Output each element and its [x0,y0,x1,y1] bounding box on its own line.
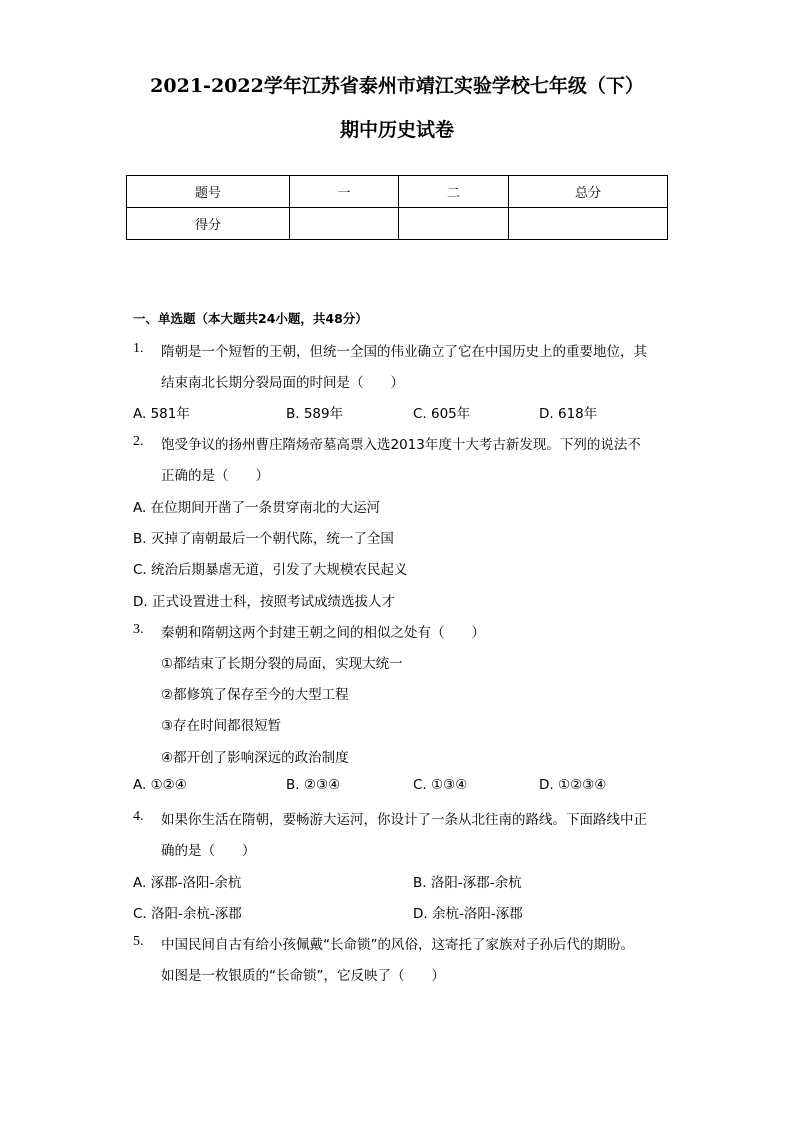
question-text: 秦朝和隋朝这两个封建王朝之间的相似之处有（ ） [161,625,485,641]
question-text: 饱受争议的扬州曹庄隋炀帝墓高票入选2013年度十大考古新发现。下列的说法不 [161,437,641,453]
question-number: 5. [133,934,144,949]
score-header-label: 题号 [127,176,290,208]
option-a: A. 涿郡-洛阳-余杭 [133,875,242,891]
option-b: B. ②③④ [286,777,341,793]
option-c: C. 洛阳-余杭-涿郡 [133,906,242,922]
score-cell-section2 [399,208,509,240]
score-table-score-row [127,208,668,240]
statement-4: ④都开创了影响深远的政治制度 [161,750,349,766]
question-text: 隋朝是一个短暂的王朝，但统一全国的伟业确立了它在中国历史上的重要地位，其 [161,344,647,360]
exam-title-line1: 2021-2022学年江苏省泰州市靖江实验学校七年级（下） [150,75,644,97]
question-text: 如果你生活在隋朝，要畅游大运河，你设计了一条从北往南的路线。下面路线中正 [161,812,647,828]
option-c: C. 统治后期暴虐无道，引发了大规模农民起义 [133,562,408,578]
score-header-section2: 二 [399,176,509,208]
score-table-header-row [127,176,668,208]
question-number: 1. [133,341,144,356]
section-heading: 一、单选题（本大题共24小题，共48分） [133,311,368,326]
statement-1: ①都结束了长期分裂的局面，实现大统一 [161,656,403,672]
score-cell-total [509,208,668,240]
statement-2: ②都修筑了保存至今的大型工程 [161,687,349,703]
score-table [126,175,668,240]
question-number: 2. [133,434,144,449]
option-b: B. 洛阳-涿郡-余杭 [413,875,522,891]
statement-3: ③存在时间都很短暂 [161,718,282,734]
option-a: A. ①②④ [133,777,187,793]
question-text: 正确的是（ ） [161,468,269,484]
question-text: 如图是一枚银质的“长命锁”，它反映了（ ） [161,968,445,984]
option-b: B. 589年 [286,406,344,422]
option-d: D. 余杭-洛阳-涿郡 [413,906,523,922]
question-text: 确的是（ ） [161,843,256,859]
score-header-section1: 一 [290,176,399,208]
exam-title-line2: 期中历史试卷 [339,119,454,141]
question-number: 4. [133,809,144,824]
question-text: 中国民间自古有给小孩佩戴“长命锁”的风俗，这寄托了家族对子孙后代的期盼。 [161,937,634,953]
option-d: D. 正式设置进士科，按照考试成绩选拔人才 [133,594,395,610]
option-b: B. 灭掉了南朝最后一个朝代陈，统一了全国 [133,531,394,547]
question-number: 3. [133,622,144,637]
option-d: D. ①②③④ [539,777,607,793]
option-c: C. ①③④ [413,777,468,793]
score-cell-section1 [290,208,399,240]
option-c: C. 605年 [413,406,471,422]
option-a: A. 581年 [133,406,190,422]
question-text: 结束南北长期分裂局面的时间是（ ） [161,375,404,391]
option-d: D. 618年 [539,406,598,422]
option-a: A. 在位期间开凿了一条贯穿南北的大运河 [133,500,381,516]
score-row-label: 得分 [127,208,290,240]
score-header-total: 总分 [509,176,668,208]
